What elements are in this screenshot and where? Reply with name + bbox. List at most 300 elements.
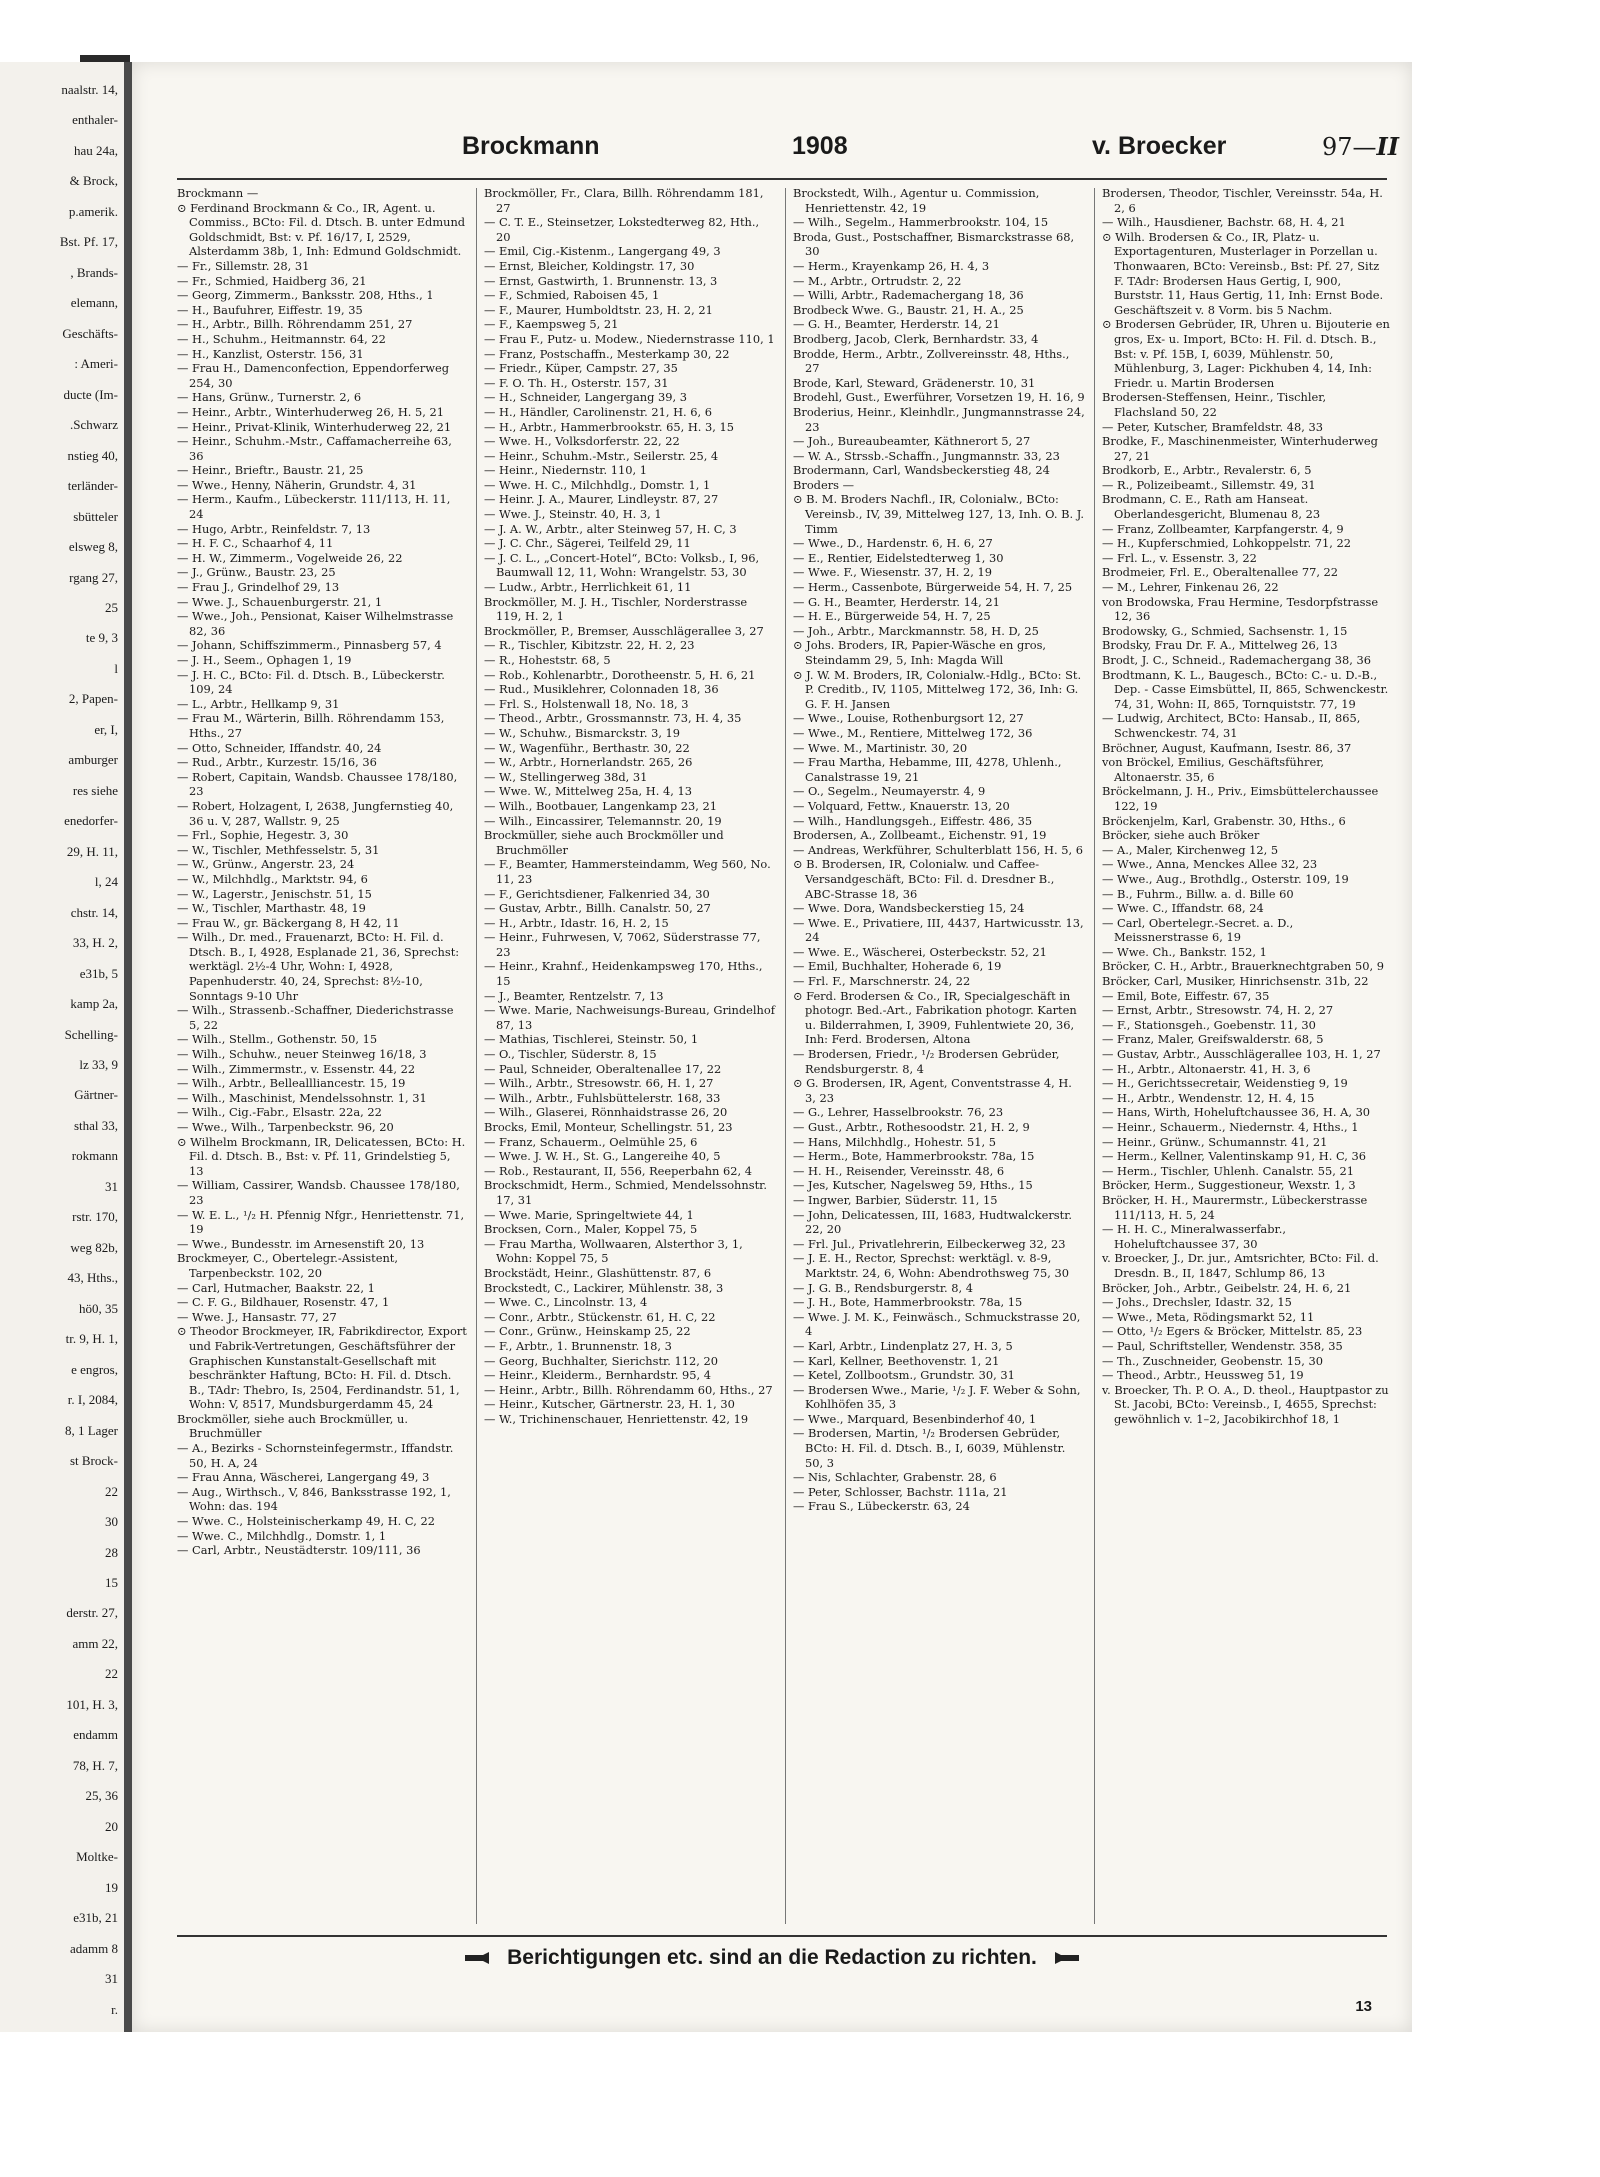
- pointing-hand-icon: [463, 1951, 501, 1965]
- directory-entry: — O., Segelm., Neumayerstr. 4, 9: [793, 784, 986, 799]
- directory-entry: — Frau Anna, Wäscherei, Langergang 49, 3: [177, 1470, 430, 1485]
- directory-entry: — Franz, Schauerm., Oelmühle 25, 6: [484, 1134, 698, 1149]
- margin-fragment: 101, H. 3,: [66, 1696, 118, 1712]
- directory-entry: — Wwe., Anna, Menckes Allee 32, 23: [1102, 857, 1318, 872]
- directory-entry: — Carl, Arbtr., Neustädterstr. 109/111, 36: [177, 1543, 421, 1558]
- margin-fragment: hau 24a,: [73, 142, 118, 158]
- margin-fragment: elemann,: [70, 295, 118, 311]
- margin-fragment: l: [114, 660, 118, 676]
- directory-entry: — W., Grünw., Angerstr. 23, 24: [177, 857, 355, 872]
- directory-entry: — W., Schuhw., Bismarckstr. 3, 19: [484, 725, 681, 740]
- margin-fragment: , Brands-: [70, 264, 118, 280]
- directory-entry: — Heinr., Schuhm.-Mstr., Seilerstr. 25, 4: [484, 448, 719, 463]
- margin-fragment: r.: [111, 2001, 118, 2017]
- directory-entry: — F., Arbtr., 1. Brunnenstr. 18, 3: [484, 1338, 672, 1353]
- book-spine: [124, 62, 132, 2032]
- directory-entry: — H., Kupferschmied, Lohkoppelstr. 71, 22: [1102, 536, 1351, 551]
- directory-entry: — Franz, Maler, Greifswalderstr. 68, 5: [1102, 1032, 1324, 1047]
- directory-entry: Bröcker, siehe auch Bröker: [1102, 828, 1260, 843]
- directory-entry: — Wilh., Arbtr., Belleallliancestr. 15, 19: [177, 1076, 406, 1091]
- directory-entry: Brockmeyer, C., Obertelegr.-Assistent, Tarpenbeckstr. 102, 20: [177, 1251, 399, 1280]
- directory-entry: v. Broecker, J., Dr. jur., Amtsrichter, BCto: Fil. d. Dresdn. B., II, 1847, Schlump 86, 13: [1102, 1251, 1379, 1280]
- directory-entry: Bröckenjelm, Karl, Grabenstr. 30, Hths., 6: [1102, 813, 1346, 828]
- directory-entry: — Frau M., Wärterin, Billh. Röhrendamm 153, Hths., 27: [177, 711, 445, 740]
- directory-entry: — Otto, ¹/₂ Egers & Bröcker, Mittelstr. 85, 23: [1102, 1324, 1363, 1339]
- directory-entry: — F., Beamter, Hammersteindamm, Weg 560, No. 11, 23: [484, 857, 771, 886]
- directory-entry: — Heinr., Fuhrwesen, V, 7062, Süderstrasse 77, 23: [484, 930, 761, 959]
- directory-entry: — H. W., Zimmerm., Vogelweide 26, 22: [177, 550, 403, 565]
- margin-fragment: hö0, 35: [79, 1300, 118, 1316]
- directory-entry: — Wwe., Marquard, Besenbinderhof 40, 1: [793, 1411, 1037, 1426]
- directory-entry: — Wwe. F., Wiesenstr. 37, H. 2, 19: [793, 565, 993, 580]
- margin-fragment: st Brock-: [69, 1453, 118, 1469]
- directory-entry: — W., Milchhdlg., Marktstr. 94, 6: [177, 871, 368, 886]
- margin-fragment: 31: [105, 1971, 118, 1987]
- directory-entry: v. Broecker, Th. P. O. A., D. theol., Hauptpastor zu St. Jacobi, BCto: Vereinsb., I, 4655, Sprechst: gewöhnlich v. 1–2, Jacobikirchhof 18, 1: [1102, 1382, 1389, 1426]
- directory-entry: — Heinr., Niedernstr. 110, 1: [484, 463, 647, 478]
- header-right-keyword: v. Broecker: [1092, 132, 1227, 160]
- directory-entry: — W., Trichinenschauer, Henriettenstr. 42, 19: [484, 1411, 749, 1426]
- directory-entry: — Conr., Grünw., Heinskamp 25, 22: [484, 1324, 691, 1339]
- margin-fragment: adamm 8: [69, 1940, 118, 1956]
- directory-entry: — F., Stationsgeh., Goebenstr. 11, 30: [1102, 1017, 1316, 1032]
- directory-entry: — Nis, Schlachter, Grabenstr. 28, 6: [793, 1470, 997, 1485]
- directory-entry: — Joh., Arbtr., Marckmannstr. 58, H. D, 25: [793, 623, 1039, 638]
- directory-entry: — Frau W., gr. Bäckergang 8, H 42, 11: [177, 915, 400, 930]
- margin-fragment: 78, H. 7,: [72, 1757, 118, 1773]
- directory-entry: — F., Kaempsweg 5, 21: [484, 317, 619, 332]
- footer-notice-text: Berichtigungen etc. sind an die Redaction zu richten.: [507, 1946, 1037, 1969]
- margin-fragment: res siehe: [72, 782, 118, 798]
- directory-entry: Brockmöller, Fr., Clara, Billh. Röhrendamm 181, 27: [484, 186, 764, 215]
- directory-entry: — Wilh., Eincassirer, Telemannstr. 20, 19: [484, 813, 722, 828]
- margin-fragment: 20: [105, 1818, 118, 1834]
- directory-entry: — Wilh., Hausdiener, Bachstr. 68, H. 4, 21: [1102, 215, 1346, 230]
- directory-entry: ⊙ Ferdinand Brockmann & Co., IR, Agent. u. Commiss., BCto: Fil. d. Dtsch. B. unter Edmund Goldschmidt, Bst: v. Pf. 16/17, I, 2529, Alsterdamm 38b, 1, Inh: Edmund Goldschmidt.: [177, 200, 466, 259]
- directory-entry: — Robert, Capitain, Wandsb. Chaussee 178/180, 23: [177, 769, 458, 799]
- directory-entry: — Wwe. E., Privatiere, III, 4437, Hartwicusstr. 13, 24: [793, 915, 1084, 945]
- directory-entry: Brodkorb, E., Arbtr., Revalerstr. 6, 5: [1102, 463, 1312, 478]
- column-divider: [476, 188, 477, 1924]
- directory-entry: Broderius, Heinr., Kleinhdlr., Jungmannstrasse 24, 23: [793, 404, 1085, 434]
- directory-entry: — Wwe. J. W. H., St. G., Langereihe 40, 5: [484, 1149, 721, 1164]
- directory-entry: — W., Lagerstr., Jenischstr. 51, 15: [177, 886, 372, 901]
- directory-entry: — Herm., Bote, Hammerbrookstr. 78a, 15: [793, 1149, 1035, 1164]
- directory-entry: Brockmöller, P., Bremser, Ausschlägerallee 3, 27: [484, 623, 764, 638]
- directory-entry: Brocks, Emil, Monteur, Schellingstr. 51, 23: [484, 1120, 733, 1134]
- directory-entry: Brockmöller, M. J. H., Tischler, Norderstrasse 119, H. 2, 1: [484, 594, 748, 624]
- margin-fragment: er, I,: [94, 721, 118, 737]
- directory-entry: — Herm., Kaufm., Lübeckerstr. 111/113, H. 11, 24: [177, 492, 451, 522]
- directory-entry: ⊙ Brodersen Gebrüder, IR, Uhren u. Bijouterie en gros, Ex- u. Import, BCto: H. Fil. d. Dtsch. B., Bst: v. Pf. 15B, I, 6039, Mühlenstr. 50, Mühlenburg, 3, Lager: Pickhuben 4, 14, Inh: Friedr. u. Martin Brodersen: [1102, 317, 1390, 390]
- directory-entry: — Heinr., Arbtr., Winterhuderweg 26, H. 5, 21: [177, 404, 445, 419]
- directory-entry: — Heinr., Kleiderm., Bernhardstr. 95, 4: [484, 1368, 711, 1383]
- directory-entry: — Wwe. Dora, Wandsbeckerstieg 15, 24: [793, 901, 1025, 916]
- directory-entry: — Fr., Schmied, Haidberg 36, 21: [177, 273, 367, 288]
- margin-fragment: e engros,: [71, 1361, 118, 1377]
- margin-fragment: rgang 27,: [69, 569, 118, 585]
- directory-entry: — Rud., Musiklehrer, Colonnaden 18, 36: [484, 682, 719, 697]
- directory-entry: — Hans, Grünw., Turnerstr. 2, 6: [177, 390, 362, 405]
- directory-entry: — Wilh., Stellm., Gothenstr. 50, 15: [177, 1032, 378, 1047]
- margin-fragment: amburger: [68, 752, 118, 768]
- directory-entry: — Wwe. W., Mittelweg 25a, H. 4, 13: [484, 784, 692, 799]
- directory-entry: — Hans, Milchhdlg., Hohestr. 51, 5: [793, 1134, 996, 1149]
- directory-entry: — Brodersen Wwe., Marie, ¹/₂ J. F. Weber & Sohn, Kohlhöfen 35, 3: [793, 1382, 1081, 1412]
- directory-entry: — F., Gerichtsdiener, Falkenried 34, 30: [484, 886, 710, 901]
- header-year: 1908: [792, 132, 848, 160]
- margin-fragment: rokmann: [71, 1148, 118, 1164]
- directory-entry: — Frau S., Lübeckerstr. 63, 24: [793, 1499, 970, 1514]
- directory-entry: — J., Beamter, Rentzelstr. 7, 13: [484, 988, 664, 1003]
- margin-fragment: 31: [105, 1178, 118, 1194]
- directory-entry: ⊙ Theodor Brockmeyer, IR, Fabrikdirector, Export und Fabrik-Vertretungen, Geschäftsführer der Graphischen Kunstanstalt-Gesellschaft mit beschränkter Haftung, BCto: H. Fil. d. Dtsch. B., TAdr: Thebro, Is, 2504, Ferdinandstr. 51, 1, Wohn: V, 8517, Mundsburgerdamm 45, 24: [177, 1324, 467, 1412]
- running-head: [132, 132, 1412, 168]
- directory-entry: Brockmann —: [177, 186, 259, 200]
- directory-entry: — Frau Martha, Wollwaaren, Alsterthor 3, 1, Wohn: Koppel 75, 5: [484, 1236, 743, 1266]
- directory-entry: — W., Arbtr., Hornerlandstr. 265, 26: [484, 755, 693, 770]
- directory-entry: von Bröckel, Emilius, Geschäftsführer, Altonaerstr. 35, 6: [1102, 755, 1325, 784]
- directory-entry: — H., Arbtr., Hammerbrookstr. 65, H. 3, 15: [484, 419, 735, 434]
- directory-column-2: [484, 186, 776, 1926]
- directory-entry: — Georg, Zimmerm., Banksstr. 208, Hths., 1: [177, 288, 434, 303]
- directory-entry: — W., Stellingerweg 38d, 31: [484, 769, 648, 784]
- margin-fragment: tr. 9, H. 1,: [65, 1331, 118, 1347]
- margin-fragment: 25, 36: [85, 1788, 118, 1804]
- directory-column-4: [1102, 186, 1390, 1926]
- directory-entry: — Wwe., Joh., Pensionat, Kaiser Wilhelmstrasse 82, 36: [177, 609, 454, 638]
- directory-entry: — M., Lehrer, Finkenau 26, 22: [1102, 580, 1279, 595]
- directory-entry: — B., Fuhrm., Billw. a. d. Bille 60: [1102, 886, 1294, 901]
- directory-entry: — Willi, Arbtr., Rademachergang 18, 36: [793, 288, 1024, 303]
- margin-fragment: & Brock,: [69, 173, 118, 189]
- directory-entry: — J. E. H., Rector, Sprechst: werktägl. v. 8-9, Marktstr. 24, 6, Wohn: Abendrothsweg 75, 30: [793, 1251, 1069, 1280]
- directory-entry: — Heinr. J. A., Maurer, Lindleystr. 87, 27: [484, 492, 719, 507]
- directory-entry: — Wilh., Maschinist, Mendelssohnstr. 1, 31: [177, 1090, 427, 1105]
- directory-entry: — H. F. C., Schaarhof 4, 11: [177, 536, 334, 551]
- directory-entry: — Ernst, Arbtr., Stresowstr. 74, H. 2, 27: [1102, 1003, 1334, 1018]
- directory-entry: — Ernst, Bleicher, Koldingstr. 17, 30: [484, 258, 695, 273]
- margin-fragment: 19: [105, 1879, 118, 1895]
- directory-entry: — J. C. L., „Concert-Hotel“, BCto: Volksb., I, 96, Baumwall 12, 11, Wohn: Wrangelstr. 53, 30: [484, 550, 760, 580]
- directory-entry: ⊙ Wilh. Brodersen & Co., IR, Platz- u. Exportagenturen, Musterlager in Porzellan u. Thonwaaren, BCto: Vereinsb., Bst: Pf. 27, Sitz F. TAdr: Brodersen Haus Gertig, I, 900, Burststr. 11, Haus Gertig, 11, Inh: Ernst Bode. Geschäftszeit v. 8 Vorm. bis 5 Nachm.: [1102, 229, 1384, 317]
- directory-entry: — Wwe. J., Hansastr. 77, 27: [177, 1309, 337, 1324]
- page-number: 13: [1355, 1998, 1372, 2015]
- margin-fragment: nstieg 40,: [67, 447, 118, 463]
- directory-entry: — Wwe. C., Holsteinischerkamp 49, H. C, 22: [177, 1514, 435, 1529]
- directory-entry: — Wwe. Marie, Springeltwiete 44, 1: [484, 1207, 694, 1222]
- margin-fragment: 25: [105, 599, 118, 615]
- margin-fragment: chstr. 14,: [70, 904, 118, 920]
- directory-entry: — Ingwer, Barbier, Süderstr. 11, 15: [793, 1192, 998, 1207]
- directory-entry: Brodmeier, Frl. E., Oberaltenallee 77, 22: [1102, 565, 1339, 580]
- directory-entry: — Gustav, Arbtr., Ausschlägerallee 103, H. 1, 27: [1102, 1047, 1381, 1062]
- directory-entry: — Emil, Buchhalter, Hoherade 6, 19: [793, 959, 1002, 974]
- margin-fragment: .Schwarz: [69, 417, 118, 433]
- directory-entry: Brodmann, C. E., Rath am Hanseat. Oberlandesgericht, Blumenau 8, 23: [1102, 492, 1321, 522]
- directory-entry: — Karl, Kellner, Beethovenstr. 1, 21: [793, 1353, 1000, 1368]
- directory-entry: — Robert, Holzagent, I, 2638, Jungfernstieg 40, 36 u. V, 287, Wallstr. 9, 25: [177, 798, 454, 828]
- directory-entry: — Wwe. M., Martinistr. 30, 20: [793, 740, 968, 755]
- margin-fragment: Moltke-: [76, 1849, 118, 1865]
- directory-entry: Brodersen, Theodor, Tischler, Vereinsstr. 54a, H. 2, 6: [1102, 186, 1383, 215]
- directory-entry: — H. H., Reisender, Vereinsstr. 48, 6: [793, 1163, 1005, 1178]
- directory-entry: — Frl. Jul., Privatlehrerin, Eilbeckerweg 32, 23: [793, 1236, 1066, 1251]
- directory-entry: — Wilh., Zimmermstr., v. Essenstr. 44, 22: [177, 1061, 416, 1076]
- directory-entry: — Brodersen, Friedr., ¹/₂ Brodersen Gebrüder, Rendsburgerstr. 8, 4: [793, 1047, 1060, 1076]
- directory-entry: — Herm., Krayenkamp 26, H. 4, 3: [793, 258, 990, 273]
- directory-entry: von Brodowska, Frau Hermine, Tesdorpfstrasse 12, 36: [1102, 594, 1379, 624]
- header-rule: [177, 178, 1387, 180]
- directory-entry: Bröcker, Herm., Suggestioneur, Wexstr. 1, 3: [1102, 1178, 1356, 1193]
- header-left-keyword: Brockmann: [462, 132, 600, 160]
- directory-entry: — H., Schuhm., Heitmannstr. 64, 22: [177, 331, 386, 346]
- directory-entry: — J. G. B., Rendsburgerstr. 8, 4: [793, 1280, 974, 1295]
- directory-entry: — Frl. S., Holstenwall 18, No. 18, 3: [484, 696, 689, 711]
- directory-entry: — Johs., Drechsler, Idastr. 32, 15: [1102, 1295, 1292, 1310]
- margin-fragment: elsweg 8,: [68, 539, 118, 555]
- directory-entry: ⊙ Wilhelm Brockmann, IR, Delicatessen, BCto: H. Fil. d. Dtsch. B., Bst: v. Pf. 11, Grindelstieg 5, 13: [177, 1134, 466, 1178]
- directory-entry: — Heinr., Krahnf., Heidenkampsweg 170, Hths., 15: [484, 959, 763, 989]
- directory-entry: — Heinr., Grünw., Schumannstr. 41, 21: [1102, 1134, 1328, 1149]
- directory-entry: — Wilh., Glaserei, Rönnhaidstrasse 26, 20: [484, 1105, 728, 1120]
- margin-fragment: 15: [105, 1574, 118, 1590]
- directory-entry: — Wwe. J. M. K., Feinwäsch., Schmuckstrasse 20, 4: [793, 1309, 1081, 1339]
- directory-entry: Bröckelmann, J. H., Priv., Eimsbüttelerchaussee 122, 19: [1102, 784, 1379, 813]
- directory-entry: — H., Kanzlist, Osterstr. 156, 31: [177, 346, 364, 361]
- footer-rule: [177, 1935, 1387, 1937]
- directory-entry: — Ketel, Zollbootsm., Grundstr. 30, 31: [793, 1368, 1015, 1383]
- directory-entry: — Johann, Schiffszimmerm., Pinnasberg 57, 4: [177, 638, 442, 653]
- directory-entry: — Jes, Kutscher, Nagelsweg 59, Hths., 15: [793, 1178, 1033, 1193]
- directory-entry: — Georg, Buchhalter, Sierichstr. 112, 20: [484, 1353, 718, 1368]
- directory-entry: — Wilh., Segelm., Hammerbrookstr. 104, 15: [793, 215, 1049, 230]
- directory-entry: — John, Delicatessen, III, 1683, Hudtwalckerstr. 22, 20: [793, 1207, 1073, 1237]
- directory-entry: ⊙ G. Brodersen, IR, Agent, Conventstrasse 4, H. 3, 23: [793, 1076, 1072, 1105]
- directory-entry: Brodermann, Carl, Wandsbeckerstieg 48, 24: [793, 463, 1050, 478]
- margin-fragment: Bst. Pf. 17,: [59, 234, 118, 250]
- margin-fragment: enthaler-: [72, 112, 118, 128]
- previous-page-margin: [0, 62, 124, 2032]
- directory-entry: ⊙ B. M. Broders Nachfl., IR, Colonialw., BCto: Vereinsb., IV, 39, Mittelweg 127, 13, Inh. O. B. J. Timm: [793, 492, 1085, 536]
- margin-fragment: r. I, 2084,: [67, 1392, 118, 1408]
- directory-entry: — G. H., Beamter, Herderstr. 14, 21: [793, 594, 1000, 609]
- directory-entry: — Wilh., Handlungsgeh., Eiffestr. 486, 35: [793, 813, 1033, 828]
- margin-fragment: naalstr. 14,: [61, 82, 118, 97]
- directory-entry: — Wilh., Arbtr., Fuhlsbüttelerstr. 168, 33: [484, 1090, 721, 1105]
- directory-entry: — Heinr., Arbtr., Billh. Röhrendamm 60, Hths., 27: [484, 1382, 773, 1397]
- directory-entry: Brockmüller, siehe auch Brockmöller und Bruchmöller: [484, 828, 724, 857]
- directory-entry: — J. H., Seem., Ophagen 1, 19: [177, 653, 352, 667]
- directory-entry: — Andreas, Werkführer, Schulterblatt 156, H. 5, 6: [793, 842, 1083, 857]
- margin-fragment: p.amerik.: [68, 203, 118, 219]
- directory-entry: — H., Arbtr., Altonaerstr. 41, H. 3, 6: [1102, 1061, 1311, 1076]
- margin-fragment: sthal 33,: [73, 1117, 118, 1133]
- directory-entry: — Theod., Arbtr., Heussweg 51, 19: [1102, 1368, 1304, 1383]
- margin-fragment: 8, 1 Lager: [64, 1422, 118, 1438]
- directory-entry: Bröchner, August, Kaufmann, Isestr. 86, 37: [1102, 740, 1352, 755]
- directory-entry: — H., Arbtr., Idastr. 16, H. 2, 15: [484, 915, 669, 930]
- directory-entry: — Wwe., Louise, Rothenburgsort 12, 27: [793, 711, 1024, 726]
- margin-fragment: enedorfer-: [64, 813, 118, 829]
- directory-entry: — Ernst, Gastwirth, 1. Brunnenstr. 13, 3: [484, 273, 718, 288]
- margin-fragment: l, 24: [94, 874, 118, 890]
- directory-entry: — Wwe. C., Milchhdlg., Domstr. 1, 1: [177, 1528, 387, 1543]
- directory-entry: — A., Bezirks - Schornsteinfegermstr., Iffandstr. 50, H. A, 24: [177, 1441, 454, 1470]
- directory-entry: — J. H., Bote, Hammerbrookstr. 78a, 15: [793, 1295, 1023, 1310]
- directory-page: [132, 62, 1412, 2032]
- directory-entry: — H., Händler, Carolinenstr. 21, H. 6, 6: [484, 404, 712, 419]
- directory-entry: — Brodersen, Martin, ¹/₂ Brodersen Gebrüder, BCto: H. Fil. d. Dtsch. B., I, 6039, Mühlenstr. 50, 3: [793, 1426, 1066, 1470]
- directory-entry: — Wwe., M., Rentiere, Mittelweg 172, 36: [793, 725, 1033, 740]
- directory-entry: — Heinr., Brieftr., Baustr. 21, 25: [177, 463, 364, 478]
- directory-entry: Brodberg, Jacob, Clerk, Bernhardstr. 33, 4: [793, 331, 1039, 346]
- directory-entry: — Frl. F., Marschnerstr. 24, 22: [793, 974, 971, 989]
- directory-entry: — H. H. C., Mineralwasserfabr., Hoheluftchaussee 37, 30: [1102, 1222, 1286, 1251]
- directory-entry: — Herm., Tischler, Uhlenh. Canalstr. 55, 21: [1102, 1163, 1355, 1178]
- directory-entry: Bröcker, C. H., Arbtr., Brauerknechtgraben 50, 9: [1102, 959, 1384, 974]
- margin-fragment: 22: [105, 1666, 118, 1682]
- directory-entry: — W., Tischler, Marthastr. 48, 19: [177, 901, 366, 916]
- directory-entry: — Wwe., Wilh., Tarpenbeckstr. 96, 20: [177, 1120, 394, 1134]
- directory-column-3: [793, 186, 1085, 1926]
- directory-entry: Brockstedt, C., Lackirer, Mühlenstr. 38, 3: [484, 1280, 724, 1295]
- directory-entry: — W., Wagenführ., Berthastr. 30, 22: [484, 740, 690, 755]
- footer-notice: [132, 1946, 1412, 1970]
- directory-entry: Brodde, Herm., Arbtr., Zollvereinsstr. 48, Hths., 27: [793, 346, 1070, 376]
- directory-entry: — Paul, Schriftsteller, Wendenstr. 358, 35: [1102, 1338, 1343, 1353]
- directory-entry: — Aug., Wirthsch., V, 846, Banksstrasse 192, 1, Wohn: das. 194: [177, 1484, 451, 1514]
- directory-entry: — C. T. E., Steinsetzer, Lokstedterweg 82, Hth., 20: [484, 215, 760, 244]
- margin-fragment: 33, H. 2,: [72, 935, 118, 951]
- directory-entry: — Mathias, Tischlerei, Steinstr. 50, 1: [484, 1032, 699, 1047]
- directory-entry: — W., Tischler, Methfesselstr. 5, 31: [177, 842, 380, 857]
- directory-entry: — Herm., Cassenbote, Bürgerweide 54, H. 7, 25: [793, 580, 1073, 595]
- directory-entry: — F., Schmied, Raboisen 45, 1: [484, 288, 660, 303]
- directory-entry: — Emil, Bote, Eiffestr. 67, 35: [1102, 988, 1270, 1003]
- directory-entry: — Fr., Sillemstr. 28, 31: [177, 258, 310, 273]
- directory-entry: — Wilh., Cig.-Fabr., Elsastr. 22a, 22: [177, 1105, 382, 1120]
- directory-entry: — Wwe. Marie, Nachweisungs-Bureau, Grindelhof 87, 13: [484, 1003, 775, 1032]
- directory-entry: — Peter, Schlosser, Bachstr. 111a, 21: [793, 1484, 1008, 1499]
- directory-entry: Brodtmann, K. L., Baugesch., BCto: C.- u. D.-B., Dep. - Casse Eimsbüttel, II, 865, Schwenckestr. 74, 31, Wohn: II, 865, Tornquiststr. 77, 19: [1102, 667, 1389, 711]
- directory-entry: — Frl. L., v. Essenstr. 3, 22: [1102, 550, 1257, 565]
- directory-entry: — H., Arbtr., Billh. Röhrendamm 251, 27: [177, 317, 413, 332]
- header-page-ref: 97—II: [1322, 132, 1399, 161]
- margin-fragment: e31b, 5: [79, 965, 118, 981]
- directory-entry: — H. E., Bürgerweide 54, H. 7, 25: [793, 609, 991, 624]
- directory-entry: — Theod., Arbtr., Grossmannstr. 73, H. 4, 35: [484, 711, 742, 726]
- directory-entry: — Wilh., Dr. med., Frauenarzt, BCto: H. Fil. d. Dtsch. B., I, 4928, Esplanade 21, 36, Sprechst: werktägl. 2½-4 Uhr, Wohn: I, 4928, Papenhuderstr. 40, 24, Sprechst: 8½-10, Sonntags 9-10 Uhr: [177, 930, 460, 1003]
- directory-entry: Bröcker, Joh., Arbtr., Geibelstr. 24, H. 6, 21: [1102, 1280, 1352, 1295]
- directory-entry: — Wwe. H. C., Milchhdlg., Domstr. 1, 1: [484, 477, 711, 492]
- directory-entry: — F., Maurer, Humboldtstr. 23, H. 2, 21: [484, 302, 713, 317]
- directory-entry: — Frl., Sophie, Hegestr. 3, 30: [177, 828, 349, 843]
- directory-entry: Brodsky, Frau Dr. F. A., Mittelweg 26, 13: [1102, 638, 1338, 653]
- margin-fragment: 22: [105, 1483, 118, 1499]
- directory-entry: — R., Polizeibeamt., Sillemstr. 49, 31: [1102, 477, 1316, 492]
- margin-fragment: weg 82b,: [70, 1239, 118, 1255]
- directory-entry: — Herm., Kellner, Valentinskamp 91, H. C, 36: [1102, 1149, 1366, 1164]
- column-divider: [1094, 188, 1095, 1924]
- pointing-hand-icon: [1043, 1951, 1081, 1965]
- directory-entry: — Wwe. J., Schauenburgerstr. 21, 1: [177, 594, 383, 609]
- directory-entry: — Joh., Bureaubeamter, Käthnerort 5, 27: [793, 434, 1031, 449]
- directory-entry: — G. H., Beamter, Herderstr. 14, 21: [793, 317, 1000, 332]
- directory-entry: Broders —: [793, 477, 855, 492]
- margin-fragment: Geschäfts-: [62, 325, 118, 341]
- directory-entry: — J. H. C., BCto: Fil. d. Dtsch. B., Lübeckerstr. 109, 24: [177, 667, 445, 697]
- directory-entry: — Wilh., Strassenb.-Schaffner, Diederichstrasse 5, 22: [177, 1003, 454, 1032]
- directory-entry: — Th., Zuschneider, Geobenstr. 15, 30: [1102, 1353, 1323, 1368]
- directory-entry: Brocksen, Corn., Maler, Koppel 75, 5: [484, 1222, 698, 1237]
- directory-entry: — Franz, Postschaffn., Mesterkamp 30, 22: [484, 346, 730, 361]
- directory-entry: Broda, Gust., Postschaffner, Bismarckstrasse 68, 30: [793, 229, 1075, 259]
- directory-entry: — Wilh., Arbtr., Stresowstr. 66, H. 1, 27: [484, 1076, 714, 1091]
- directory-entry: — W. A., Strssb.-Schaffn., Jungmannstr. 33, 23: [793, 448, 1060, 463]
- directory-entry: — Hugo, Arbtr., Reinfeldstr. 7, 13: [177, 521, 371, 536]
- column-divider: [785, 188, 786, 1924]
- directory-entry: — Wwe. C., Lincolnstr. 13, 4: [484, 1295, 648, 1310]
- directory-entry: — Wwe., Meta, Rödingsmarkt 52, 11: [1102, 1309, 1315, 1324]
- directory-entry: Brodersen, A., Zollbeamt., Eichenstr. 91, 19: [793, 828, 1047, 843]
- margin-fragment: 2, Papen-: [68, 691, 118, 707]
- directory-entry: — Rob., Kohlenarbtr., Dorotheenstr. 5, H. 6, 21: [484, 667, 756, 682]
- margin-fragment: 43, Hths.,: [67, 1270, 118, 1286]
- directory-entry: — Frau F., Putz- u. Modew., Niedernstrasse 110, 1: [484, 331, 775, 346]
- margin-fragment: : Ameri-: [74, 356, 118, 372]
- directory-entry: — Volquard, Fettw., Knauerstr. 13, 20: [793, 798, 1010, 813]
- directory-entry: Brode, Karl, Steward, Grädenerstr. 10, 31: [793, 375, 1036, 390]
- directory-entry: — Gust., Arbtr., Rothesoodstr. 21, H. 2, 9: [793, 1120, 1030, 1134]
- directory-entry: — H., Gerichtssecretair, Weidenstieg 9, 19: [1102, 1076, 1348, 1091]
- directory-entry: ⊙ Ferd. Brodersen & Co., IR, Specialgeschäft in photogr. Bed.-Art., Fabrikation photogr. Karten u. Bilderrahmen, I, 3909, Fuhlentwiete 20, 36, Inh: Ferd. Brodersen, Altona: [793, 988, 1077, 1047]
- directory-entry: — R., Tischler, Kibitzstr. 22, H. 2, 23: [484, 638, 695, 653]
- directory-entry: Brodke, F., Maschinenmeister, Winterhuderweg 27, 21: [1102, 434, 1378, 463]
- directory-entry: ⊙ B. Brodersen, IR, Colonialw. und Caffee-Versandgeschäft, BCto: Fil. d. Dresdner B., ABC-Strasse 18, 36: [793, 857, 1055, 901]
- directory-entry: — Rob., Restaurant, II, 556, Reeperbahn 62, 4: [484, 1163, 752, 1178]
- directory-entry: — Ludw., Arbtr., Herrlichkeit 61, 11: [484, 580, 692, 595]
- directory-entry: Brockmöller, siehe auch Brockmüller, u. Bruchmüller: [177, 1411, 408, 1441]
- directory-entry: — H., Baufuhrer, Eiffestr. 19, 35: [177, 302, 363, 317]
- directory-entry: — Peter, Kutscher, Bramfeldstr. 48, 33: [1102, 419, 1323, 434]
- directory-entry: — Gustav, Arbtr., Billh. Canalstr. 50, 27: [484, 901, 711, 916]
- margin-fragment: 29, H. 11,: [66, 843, 118, 859]
- directory-entry: — Wwe. Ch., Bankstr. 152, 1: [1102, 944, 1267, 959]
- directory-entry: — Conr., Arbtr., Stückenstr. 61, H. C, 22: [484, 1309, 716, 1324]
- margin-fragment: derstr. 27,: [66, 1605, 118, 1621]
- margin-fragment: endamm: [73, 1727, 118, 1743]
- margin-fragment: 30: [105, 1514, 118, 1530]
- directory-entry: — Wwe., D., Hardenstr. 6, H. 6, 27: [793, 536, 993, 551]
- directory-entry: — Ludwig, Architect, BCto: Hansab., II, 865, Schwenckestr. 74, 31: [1102, 711, 1361, 740]
- margin-fragment: amm 22,: [72, 1635, 118, 1651]
- directory-entry: Brodbeck Wwe. G., Baustr. 21, H. A., 25: [793, 302, 1024, 317]
- directory-entry: Brodehl, Gust., Ewerführer, Vorsetzen 19, H. 16, 9: [793, 390, 1085, 405]
- directory-entry: — H., Schneider, Langergang 39, 3: [484, 390, 687, 405]
- directory-entry: — Heinr., Kutscher, Gärtnerstr. 23, H. 1, 30: [484, 1397, 735, 1412]
- margin-fragment: te 9, 3: [85, 630, 118, 646]
- margin-fragment: lz 33, 9: [79, 1057, 118, 1072]
- directory-entry: — Friedr., Küper, Campstr. 27, 35: [484, 361, 678, 376]
- directory-entry: Brodersen-Steffensen, Heinr., Tischler, Flachsland 50, 22: [1102, 390, 1327, 419]
- directory-entry: — Carl, Obertelegr.-Secret. a. D., Meissnerstrasse 6, 19: [1102, 915, 1294, 945]
- directory-entry: Brockschmidt, Herm., Schmied, Mendelssohnstr. 17, 31: [484, 1178, 767, 1207]
- directory-entry: — Wwe. C., Iffandstr. 68, 24: [1102, 901, 1264, 916]
- directory-entry: — O., Tischler, Süderstr. 8, 15: [484, 1047, 657, 1062]
- margin-fragment: terländer-: [67, 478, 118, 494]
- directory-entry: — Paul, Schneider, Oberaltenallee 17, 22: [484, 1061, 722, 1076]
